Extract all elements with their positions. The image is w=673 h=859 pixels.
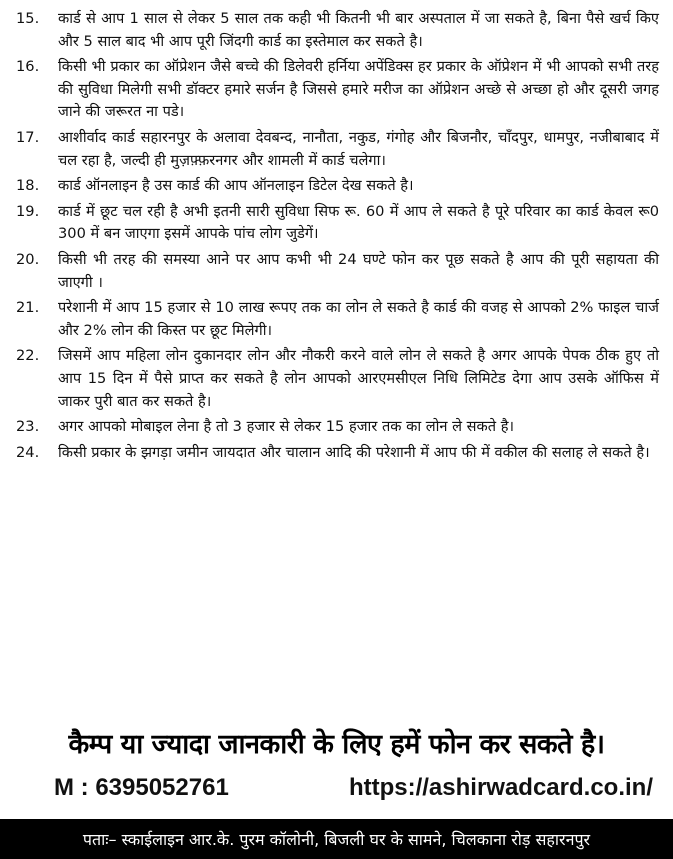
list-item-23: [16, 416, 659, 439]
item-number: 19.: [16, 202, 40, 220]
item-number: 17.: [16, 128, 40, 146]
item-text: आशीर्वाद कार्ड सहारनपुर के अलावा देवबन्द, नानौता, नकुड, गंगोह और बिजनौर, चाँदपुर, धामपुर, नजीबाबाद में चल रहा है, जल्दी ही मुज़फ़्फ़रनगर और शामली में कार्ड चलेगा।: [58, 128, 659, 169]
list-item-18: [16, 175, 659, 198]
item-text: कार्ड ऑनलाइन है उस कार्ड की आप ऑनलाइन डिटेल देख सकते है।: [58, 177, 414, 195]
item-number: 23.: [16, 418, 40, 436]
terms-list: [16, 8, 659, 467]
item-number: 20.: [16, 250, 40, 268]
list-item-21: [16, 297, 659, 342]
item-text: किसी भी तरह की समस्या आने पर आप कभी भी 24 घण्टे फोन कर पूछ सकते है आप की पूरी सहायता की जाएगी ।: [58, 250, 659, 291]
list-item-22: [16, 345, 659, 413]
list-item-16: [16, 56, 659, 124]
contact-row: [0, 774, 673, 808]
list-item-24: [16, 442, 659, 465]
list-item-17: [16, 127, 659, 172]
item-number: 21.: [16, 299, 40, 317]
item-text: कार्ड से आप 1 साल से लेकर 5 साल तक कही भी कितनी भी बार अस्पताल में जा सकते है, बिना पैसे खर्च किए और 5 साल बाद भी आप पूरी जिंदगी कार्ड का इस्तेमाल कर सकते है।: [58, 10, 659, 50]
phone-number[interactable]: M : 6395052761: [54, 774, 229, 801]
list-item-15: [16, 8, 659, 53]
item-number: 18.: [16, 177, 40, 195]
list-item-19: [16, 201, 659, 246]
list-item-20: [16, 249, 659, 294]
item-number: 24.: [16, 443, 40, 461]
item-number: 22.: [16, 347, 40, 365]
item-text: जिसमें आप महिला लोन दुकानदार लोन और नौकरी करने वाले लोन ले सकते है अगर आपके पेपक ठीक हुए तो आप 15 दिन में पैसे प्राप्त कर सकते है लोन आपको आरएमसीएल निधि लिमिटेड देगा आप उसके ऑफिस में जाकर पुरी बात कर सकते है।: [58, 347, 659, 410]
item-text: परेशानी में आप 15 हजार से 10 लाख रूपए तक का लोन ले सकते है कार्ड की वजह से आपको 2% फाइल चार्ज और 2% लोन की किस्त पर छूट मिलेगी।: [58, 299, 659, 339]
item-number: 15.: [16, 10, 40, 27]
item-text: किसी प्रकार के झगड़ा जमीन जायदात और चालान आदि की परेशानी में आप फी में वकील की सलाह ले सकते है।: [58, 443, 650, 461]
item-text: किसी भी प्रकार का ऑप्रेशन जैसे बच्चे की डिलेवरी हर्निया अपेंडिक्स हर प्रकार के ऑप्रेशन में भी आपको सभी तरह की सुविधा मिलेगी सभी डॉक्टर हमारे सर्जन है जिससे हमारे मरीज का ऑप्रेशन अच्छे से अच्छा हो और दूसरी जगह जाने की जरूरत ना पडे।: [58, 58, 659, 121]
item-text: कार्ड में छूट चल रही है अभी इतनी सारी सुविधा सिफ रू. 60 में आप ले सकते है पूरे परिवार का कार्ड केवल रू0 300 में बन जाएगा इसमें आपके पांच लोग जुडेगें।: [58, 202, 659, 243]
item-text: अगर आपको मोबाइल लेना है तो 3 हजार से लेकर 15 हजार तक का लोन ले सकते है।: [58, 418, 514, 436]
address-text: पताः– स्काईलाइन आर.के. पुरम कॉलोनी, बिजली घर के सामने, चिलकाना रोड़ सहारनपुर: [82, 830, 591, 849]
address-footer: [0, 819, 673, 859]
item-number: 16.: [16, 58, 40, 76]
call-to-action-headline: कैम्प या ज्यादा जानकारी के लिए हमें फोन कर सकते है।: [68, 729, 605, 760]
website-link[interactable]: https://ashirwadcard.co.in/: [348, 774, 653, 801]
